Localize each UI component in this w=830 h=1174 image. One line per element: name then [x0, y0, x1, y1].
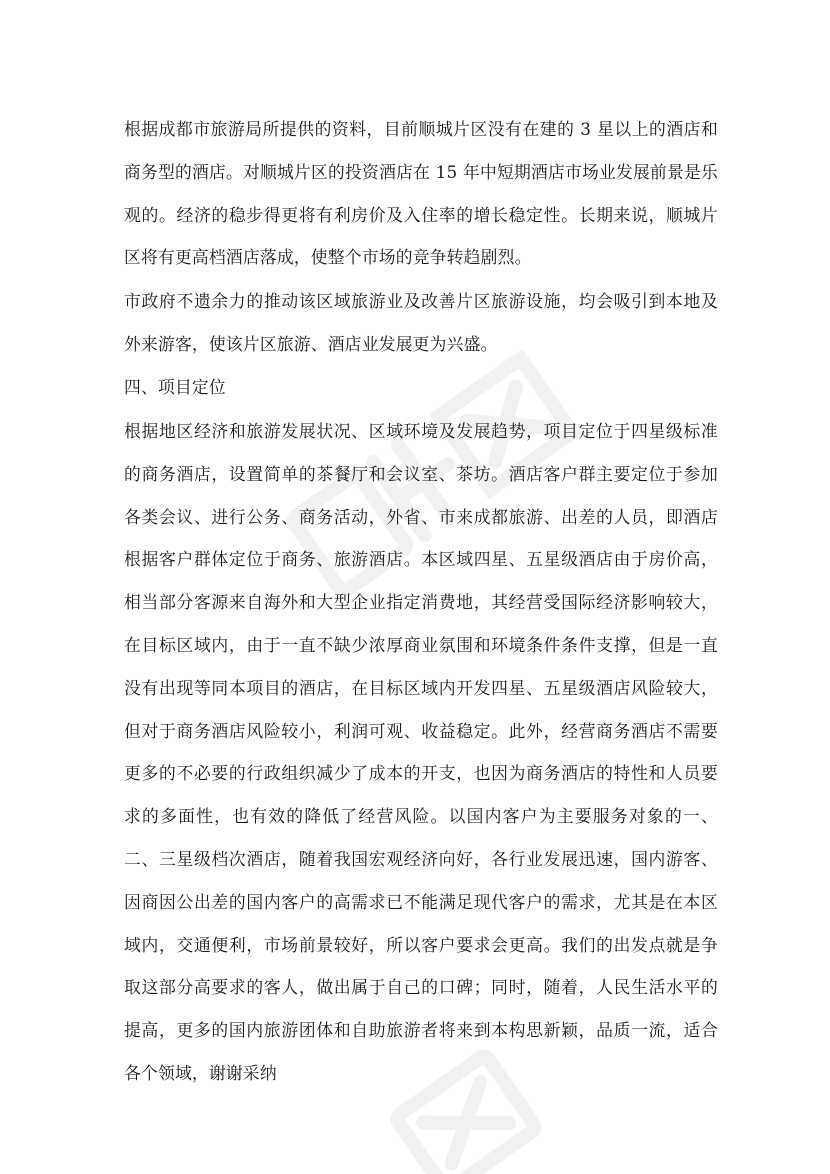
- document-body: [124, 108, 718, 1095]
- paragraph-project-positioning: 根据地区经济和旅游发展状况、区域环境及发展趋势，项目定位于四星级标准的商务酒店，设置简单的茶餐厅和会议室、茶坊。酒店客户群主要定位于参加各类会议、进行公务、商务活动，外省、市来成都旅游、出差的人员，即酒店根据客户群体定位于商务、旅游酒店。本区域四星、五星级酒店由于房价高，相当部分客源来自海外和大型企业指定消费地，其经营受国际经济影响较大，在目标区域内，由于一直不缺少浓厚商业氛围和环境条件条件支撑，但是一直没有出现等同本项目的酒店，在目标区域内开发四星、五星级酒店风险较大，但对于商务酒店风险较小，利润可观、收益稳定。此外，经营商务酒店不需要更多的不必要的行政组织减少了成本的开支，也因为商务酒店的特性和人员要求的多面性，也有效的降低了经营风险。以国内客户为主要服务对象的一、二、三星级档次酒店，随着我国宏观经济向好，各行业发展迅速，国内游客、因商因公出差的国内客户的高需求已不能满足现代客户的需求，尤其是在本区域内，交通便利，市场前景较好，所以客户要求会更高。我们的出发点就是争取这部分高要求的客人，做出属于自己的口碑；同时，随着，人民生活水平的提高，更多的国内旅游团体和自助旅游者将来到本构思新颖，品质一流，适合各个领域，谢谢采纳: [124, 421, 718, 1083]
- section-heading-project-positioning: 四、项目定位: [124, 377, 226, 397]
- paragraph-government-support: 市政府不遗余力的推动该区域旅游业及改善片区旅游设施，均会吸引到本地及外来游客，使该片区旅游、酒店业发展更为兴盛。: [124, 291, 718, 354]
- paragraph-market-outlook: 根据成都市旅游局所提供的资料，目前顺城片区没有在建的 3 星以上的酒店和商务型的酒店。对顺城片区的投资酒店在 15 年中短期酒店市场业发展前景是乐观的。经济的稳步得更将有利房价及入住率的增长稳定性。长期来说，顺城片区将有更高档酒店落成，使整个市场的竞争转趋剧烈。: [124, 119, 718, 268]
